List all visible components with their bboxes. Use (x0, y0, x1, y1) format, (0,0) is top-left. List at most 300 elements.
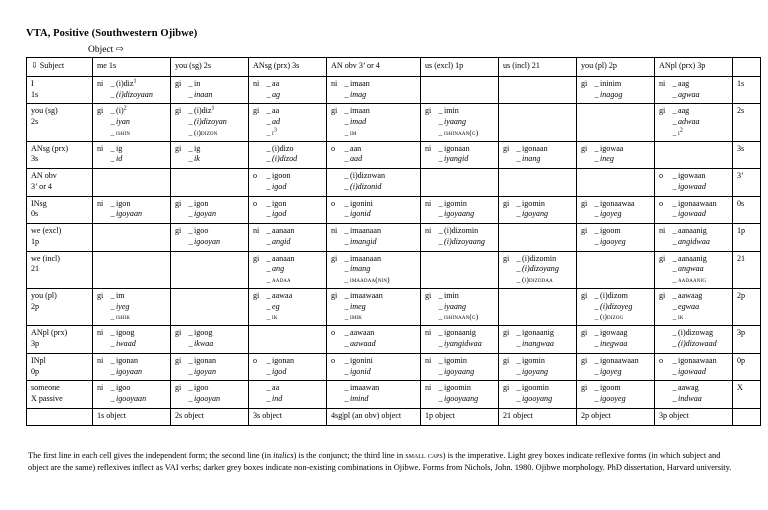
verb-form-line (175, 356, 245, 367)
form-stem: imaawaan (350, 290, 383, 300)
form-cell (249, 104, 327, 141)
form-separator: _ (188, 236, 193, 246)
row-tag: 3’ (733, 169, 761, 197)
form-prefix: ni (659, 226, 666, 236)
form-separator: _ (672, 78, 677, 88)
form-stem: (i)dizog (600, 312, 624, 322)
form-separator: _ (266, 171, 271, 181)
form-cell (499, 353, 577, 381)
verb-form-line (425, 128, 495, 138)
form-separator: _ (188, 117, 193, 126)
form-separator: _ (516, 253, 521, 263)
verb-form-line (659, 264, 729, 275)
verb-form-line (97, 394, 167, 405)
form-separator: _ (188, 339, 193, 349)
verb-form-line (97, 383, 167, 394)
form-stem: adwaa (678, 117, 700, 126)
verb-form-line (253, 302, 323, 313)
subject-label-line: I (31, 78, 34, 88)
form-separator: _ (344, 264, 349, 274)
form-separator: _ (110, 78, 115, 88)
form-prefix: ni (253, 78, 260, 88)
form-cell (249, 288, 327, 325)
form-prefix: o (659, 171, 664, 181)
verb-form-line (425, 356, 495, 367)
form-stem: aag (678, 106, 690, 116)
form-stem: igooyaang (444, 394, 479, 404)
form-separator: _ (438, 366, 443, 376)
verb-form-line (253, 128, 323, 138)
form-separator: _ (438, 198, 443, 208)
form-separator: _ (344, 143, 349, 153)
form-separator: _ (110, 383, 115, 393)
verb-form-line (331, 79, 417, 90)
verb-form-line (97, 154, 167, 165)
form-stem: igoo (116, 383, 131, 393)
form-cell (327, 141, 421, 169)
verb-form-line (97, 128, 167, 138)
verb-form-line (503, 144, 573, 155)
verb-form-line (175, 144, 245, 155)
form-separator: _ (594, 209, 599, 219)
form-cell (655, 169, 733, 197)
form-cell (93, 326, 171, 354)
note-smallcaps-term: small caps (405, 451, 443, 460)
verb-form-line (659, 356, 729, 367)
verb-form-line (253, 367, 323, 378)
form-prefix: ni (97, 143, 104, 153)
verb-form-line (581, 328, 651, 339)
form-cell (421, 288, 499, 325)
form-cell (577, 326, 655, 354)
form-stem: ininim (600, 78, 622, 88)
form-stem: igoomin (522, 383, 549, 393)
form-stem: (i)dizoyeg (600, 301, 633, 311)
form-separator: _ (188, 209, 193, 219)
form-prefix: gi (581, 328, 588, 338)
form-stem: (i)diz (194, 106, 212, 116)
form-separator: _ (266, 198, 271, 208)
form-prefix: gi (331, 290, 338, 300)
column-header-me1s: me 1s (93, 58, 171, 77)
column-header-ansg3s: ANsg (prx) 3s (249, 58, 327, 77)
form-stem: imaanaan (350, 253, 382, 263)
verb-form-line (253, 90, 323, 101)
verb-form-line (331, 209, 417, 220)
form-stem: igonid (350, 209, 371, 219)
form-stem: igooyan (194, 394, 221, 404)
form-separator: _ (266, 209, 271, 219)
form-stem: igonaawaa (600, 198, 635, 208)
form-stem: imin (444, 290, 459, 300)
form-cell (655, 288, 733, 325)
table-body (27, 76, 761, 408)
table-row (27, 326, 761, 354)
form-stem: imaawan (350, 383, 380, 393)
verb-form-line (97, 199, 167, 210)
verb-form-line (97, 312, 167, 322)
verb-form-line (425, 144, 495, 155)
object-axis-label: Object ⇨ (88, 45, 124, 55)
form-stem: ang (272, 264, 285, 274)
form-cell (327, 381, 421, 409)
form-cell (421, 196, 499, 224)
form-separator: _ (266, 154, 271, 164)
form-separator: _ (594, 328, 599, 338)
table-row (27, 381, 761, 409)
form-prefix: gi (581, 198, 588, 208)
row-header-subject (27, 141, 93, 169)
row-tag: X (733, 381, 761, 409)
verb-form-line (175, 106, 245, 117)
form-separator: _ (266, 253, 271, 263)
subject-label-line: we (incl) (31, 253, 60, 263)
form-prefix: gi (503, 198, 510, 208)
nonexisting-cell (499, 76, 577, 104)
table-row (27, 224, 761, 252)
form-prefix: gi (581, 78, 588, 88)
form-separator: _ (266, 383, 271, 393)
verb-form-line (97, 144, 167, 155)
form-separator: _ (266, 143, 271, 153)
form-separator: _ (344, 171, 349, 181)
form-cell (249, 76, 327, 104)
reflexive-cell (421, 224, 499, 252)
form-separator: _ (110, 328, 115, 338)
form-stem: imind (350, 394, 369, 404)
footnote-marker: 1 (211, 105, 215, 112)
form-cell (171, 381, 249, 409)
form-stem: iyeg (116, 301, 130, 311)
form-stem: egwaa (678, 301, 700, 311)
form-separator: _ (438, 328, 443, 338)
form-separator: _ (594, 301, 599, 311)
form-prefix: o (331, 143, 336, 153)
verb-form-line (253, 312, 323, 322)
form-cell (93, 104, 171, 141)
form-prefix: gi (175, 383, 182, 393)
form-separator: _ (594, 198, 599, 208)
form-separator: _ (672, 339, 677, 349)
form-prefix: gi (175, 106, 182, 116)
form-stem: inang (522, 154, 541, 164)
verb-form-line (659, 171, 729, 182)
form-prefix: gi (503, 253, 510, 263)
form-separator: _ (266, 117, 271, 126)
form-cell (171, 169, 249, 197)
form-separator: _ (672, 366, 677, 376)
form-prefix: o (253, 198, 258, 208)
form-stem: igowaad (678, 209, 706, 219)
form-stem: ad (272, 117, 281, 126)
verb-form-line (659, 182, 729, 193)
form-separator: _ (188, 394, 193, 404)
form-separator: _ (516, 275, 521, 285)
verb-form-line (175, 154, 245, 165)
form-prefix: gi (331, 253, 338, 263)
form-stem: imaan (350, 78, 370, 88)
form-separator: _ (516, 264, 521, 274)
form-stem: (i)dizomin (522, 253, 557, 263)
form-prefix: ni (253, 226, 260, 236)
form-stem: (i)dizom (600, 290, 628, 300)
form-cell (421, 104, 499, 141)
form-cell (249, 353, 327, 381)
verb-form-line (503, 367, 573, 378)
form-prefix: gi (175, 226, 182, 236)
form-cell (655, 224, 733, 252)
form-cell (421, 326, 499, 354)
verb-form-line (253, 264, 323, 275)
verb-form-line (503, 154, 573, 165)
form-prefix: o (659, 355, 664, 365)
form-separator: _ (672, 117, 677, 126)
verb-form-line (331, 226, 417, 237)
verb-form-line (97, 328, 167, 339)
form-stem: imang (350, 264, 371, 274)
form-cell (327, 288, 421, 325)
subject-label-line: we (excl) (31, 226, 62, 236)
form-cell (499, 169, 577, 197)
verb-form-line (331, 275, 417, 285)
form-stem: ishinaan(g) (444, 312, 479, 322)
form-prefix: gi (175, 78, 182, 88)
form-cell (577, 76, 655, 104)
form-separator: _ (344, 236, 349, 246)
form-separator: _ (516, 143, 521, 153)
verb-form-line (503, 199, 573, 210)
form-cell (421, 169, 499, 197)
form-stem: aawag (678, 383, 699, 393)
form-separator: _ (266, 301, 271, 311)
form-stem: (i)dizo (272, 143, 294, 153)
verb-form-line (659, 117, 729, 128)
verb-form-line (253, 106, 323, 117)
form-separator: _ (672, 236, 677, 246)
form-separator: _ (438, 394, 443, 404)
verb-form-line (253, 254, 323, 265)
form-separator: _ (188, 154, 193, 164)
object-footer-me1s: 1s object (93, 408, 171, 425)
verb-form-line (425, 328, 495, 339)
form-prefix: gi (659, 253, 666, 263)
form-cell (577, 141, 655, 169)
table-row (27, 251, 761, 288)
verb-form-line (581, 356, 651, 367)
form-separator: _ (266, 264, 271, 274)
form-cell (577, 381, 655, 409)
form-separator: _ (516, 394, 521, 404)
form-separator: _ (438, 226, 443, 236)
form-separator: _ (110, 209, 115, 219)
form-stem: ag (272, 89, 281, 99)
form-separator: _ (344, 181, 349, 191)
verb-form-line (425, 237, 495, 248)
form-stem: igomin (444, 198, 467, 208)
reflexive-cell (655, 326, 733, 354)
form-separator: _ (438, 290, 443, 300)
form-cell (655, 196, 733, 224)
form-prefix: ni (425, 226, 432, 236)
nonexisting-cell (93, 224, 171, 252)
form-stem: igoyaang (444, 366, 475, 376)
nonexisting-cell (655, 141, 733, 169)
form-stem: ik (678, 312, 684, 322)
form-separator: _ (516, 339, 521, 349)
verb-form-line (97, 117, 167, 128)
column-header-anpl3p: ANpl (prx) 3p (655, 58, 733, 77)
form-stem: aadaanig (678, 275, 707, 285)
form-separator: _ (266, 236, 271, 246)
form-separator: _ (188, 106, 193, 116)
row-tag: 2p (733, 288, 761, 325)
form-stem: im (350, 127, 357, 137)
verb-form-line (659, 367, 729, 378)
form-separator: _ (266, 312, 271, 322)
verb-form-line (253, 383, 323, 394)
verb-form-line (659, 79, 729, 90)
form-separator: _ (266, 290, 271, 300)
form-stem: igonaawaan (600, 355, 639, 365)
form-prefix: ni (97, 78, 104, 88)
verb-form-line (253, 394, 323, 405)
form-separator: _ (266, 89, 271, 99)
form-stem: igoon (272, 171, 291, 181)
subject-label-line: INpl (31, 355, 46, 365)
form-stem: igooyan (194, 236, 221, 246)
form-cell (499, 141, 577, 169)
form-separator: _ (344, 366, 349, 376)
verb-form-line (97, 367, 167, 378)
subject-label-line: ANpl (prx) (31, 328, 68, 338)
form-stem: igoyaan (116, 209, 143, 219)
form-cell (327, 224, 421, 252)
form-stem: igoyeg (600, 209, 622, 219)
form-cell (93, 169, 171, 197)
form-cell (499, 381, 577, 409)
verb-form-line (581, 79, 651, 90)
form-separator: _ (266, 275, 271, 285)
verb-form-line (331, 312, 417, 322)
form-stem: igoom (600, 383, 621, 393)
verb-form-line (425, 209, 495, 220)
form-separator: _ (438, 106, 443, 116)
form-separator: _ (672, 312, 677, 322)
nonexisting-cell (499, 224, 577, 252)
verb-form-line (331, 254, 417, 265)
form-stem: igoyaang (444, 209, 475, 219)
object-footer-you2p: 2p object (577, 408, 655, 425)
verb-form-line (425, 117, 495, 128)
form-prefix: gi (659, 106, 666, 116)
verb-form-line (97, 79, 167, 90)
form-stem: imaan (350, 106, 370, 116)
form-separator: _ (110, 339, 115, 349)
row-header-subject (27, 76, 93, 104)
verb-form-line (581, 226, 651, 237)
form-stem: (i)dizomin (444, 226, 479, 236)
form-stem: igonid (350, 366, 371, 376)
form-stem: aa (272, 78, 280, 88)
form-separator: _ (110, 301, 115, 311)
form-stem: aan (350, 143, 362, 153)
form-cell (655, 353, 733, 381)
subject-label-line: 0p (31, 366, 40, 376)
verb-form-line (331, 394, 417, 405)
form-cell (327, 251, 421, 288)
form-stem: igonaawaan (678, 355, 717, 365)
form-prefix: gi (175, 328, 182, 338)
form-separator: _ (344, 106, 349, 116)
verb-form-line (97, 302, 167, 313)
verb-form-line (331, 264, 417, 275)
form-separator: _ (110, 355, 115, 365)
form-prefix: o (253, 171, 258, 181)
form-separator: _ (672, 275, 677, 285)
form-separator: _ (344, 78, 349, 88)
subject-label-line: 1s (31, 89, 39, 99)
form-prefix: gi (503, 143, 510, 153)
form-separator: _ (594, 143, 599, 153)
form-stem: i (678, 127, 680, 137)
form-cell (249, 381, 327, 409)
form-cell (577, 196, 655, 224)
form-separator: _ (266, 394, 271, 404)
form-separator: _ (438, 209, 443, 219)
form-stem: inagog (600, 89, 623, 99)
subject-label-line: 3’ or 4 (31, 181, 52, 191)
verb-form-line (659, 312, 729, 322)
footnote-marker: 3 (273, 127, 277, 134)
form-separator: _ (672, 355, 677, 365)
form-separator: _ (344, 355, 349, 365)
form-stem: angwaa (678, 264, 704, 274)
row-header-subject (27, 251, 93, 288)
verb-form-line (175, 394, 245, 405)
form-separator: _ (188, 226, 193, 236)
form-stem: (i) (116, 106, 124, 116)
form-stem: igoo (194, 383, 209, 393)
form-separator: _ (516, 355, 521, 365)
table-caption-note: The first line in each cell gives the independent form; the second line (in italics) is the conjunct; the third line in small caps) is the imperative. Light grey boxes indicate reflexive forms (in which subject and object are the same) reflexives inflect as VAI verbs; darker grey boxes indicate non-existing combinations in Ojibwe. Forms from Nichols, John. 1980. Ojibwe morphology. PhD dissertation, Harvard university. (28, 451, 732, 473)
form-stem: aawaad (350, 339, 376, 349)
form-prefix: gi (97, 290, 104, 300)
verb-form-line (503, 394, 573, 405)
verb-form-line (659, 302, 729, 313)
table-row (27, 169, 761, 197)
verb-form-line (331, 237, 417, 248)
form-separator: _ (344, 312, 349, 322)
row-tag: 0p (733, 353, 761, 381)
form-separator: _ (344, 209, 349, 219)
form-separator: _ (266, 366, 271, 376)
verb-form-line (659, 106, 729, 117)
form-stem: igoog (116, 328, 135, 338)
form-cell (327, 353, 421, 381)
verb-form-line (581, 199, 651, 210)
form-stem: (i)diz (116, 78, 134, 88)
row-tag: 2s (733, 104, 761, 141)
subject-label-line: 21 (31, 264, 40, 274)
verb-form-line (97, 356, 167, 367)
form-separator: _ (188, 328, 193, 338)
verb-form-line (425, 302, 495, 313)
form-separator: _ (110, 89, 115, 99)
form-stem: (i)dizod (272, 154, 298, 164)
form-separator: _ (344, 253, 349, 263)
verb-form-line (331, 367, 417, 378)
form-cell (499, 196, 577, 224)
